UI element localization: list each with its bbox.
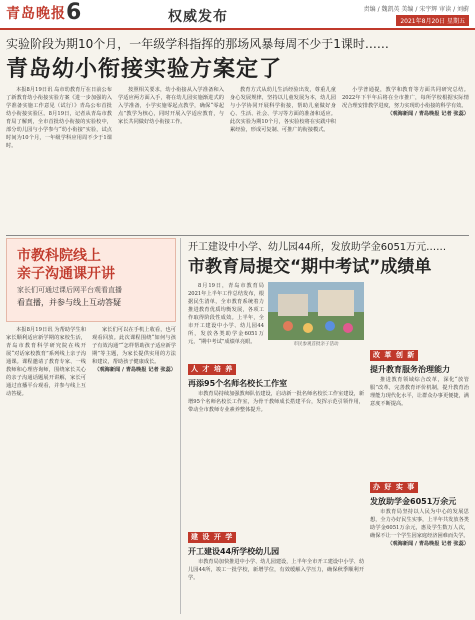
page-number: 6	[66, 0, 82, 25]
lead-column-4	[342, 86, 469, 234]
lead-column-1	[6, 86, 112, 234]
tag-talent: 人 才 培 养	[188, 364, 236, 375]
sidebar-col-right-text: 家长们可以在手机上收看，也可观看回放。此次课程围绕“如何与孩子有效沟通”“怎样帮助孩子适应新学期”等主题，为家长提供实用的方法和建议，帮助孩子健康成长。	[92, 327, 176, 365]
body-service-text: 市教育局坚持以人民为中心的发展思想，全力办好民生实事，上半年共发放各类助学金6051万余元，惠及学生数万人次，确保不让一个学生因家庭经济困难而失学。	[370, 509, 469, 539]
sidebar-byline: （观海新闻 / 青岛晚报 记者 张蕊）	[94, 367, 176, 373]
sidebar-box	[6, 238, 176, 322]
second-headline: 市教育局提交“期中考试”成绩单	[188, 257, 432, 277]
column-rule	[180, 238, 181, 614]
body-construction-text: 市教育局加快推进中小学、幼儿园建设，上半年全市开工建设中小学、幼儿园44所，竣工一批学校，新增学位，有效缓解入学压力，确保秋季顺利开学。	[188, 559, 364, 581]
sidebar-subtitle: 家长们可通过课后网平台观看直播	[17, 286, 122, 294]
photo-caption: 市民参观首批亲子活动	[293, 342, 339, 347]
second-intro-text: 8月19日，青岛市教育局2021年上半年工作总结发布，根据民生清单，全市教育系统着力推进教育优质均衡发展，各项工作取得阶段性成效。上半年，全市开工建设中小学、幼儿园44所，发放各类助学金6051万元，“期中考试”成绩单亮眼。	[188, 283, 264, 345]
lead-col3-text: 教育方式从幼儿生活经验出发，尊重儿童身心发展规律，坚持以儿童发展为本，幼儿园与小学协同开展科学衔接，帮助儿童做好身心、生活、社会、学习等方面的准备和适应。此次实验为期10个月，各实验校将在实践中积累经验，形成可复制、可推广的衔接模式。	[230, 87, 336, 133]
lead-col4-text: 小学普通提，教学和教育等方面共同研究总结。2022年下半年后将在全市推广，每所学校根据实际情况合理安排教学进度，努力实现幼小衔接的科学有效。	[342, 87, 469, 109]
subhead-talent: 再添95个名师名校长工作室	[188, 379, 288, 388]
tag-service: 办 好 实 事	[370, 482, 418, 493]
body-talent	[188, 390, 364, 478]
subhead-construction: 开工建设44所学校幼儿园	[188, 547, 280, 556]
sidebar-title-1: 市教科院线上	[17, 248, 101, 264]
sidebar-column-left	[6, 326, 86, 614]
sidebar-column-right	[92, 326, 176, 614]
second-kicker: 开工建设中小学、幼儿园44所，发放助学金6051万元……	[188, 242, 447, 253]
body-service	[370, 508, 469, 614]
tag-reform: 改 革 创 新	[370, 350, 418, 361]
lead-headline: 青岛幼小衔接实验方案定了	[6, 57, 283, 82]
subhead-reform: 提升教育服务治理能力	[370, 365, 450, 374]
sidebar-col-left-text: 本报8月19日讯 为帮助学生和家长顺利适应新学期的家校生活，青岛市教育科学研究院在线开展“对话家校教育”系列线上亲子沟通课。课程邀请了教育专家、一线教师和心理咨询师，围绕家长关心的亲子沟通话题展开讲解，家长可通过直播平台观看，并参与线上互动答疑。	[6, 327, 86, 397]
body-talent-text: 市教育局持续加强教师队伍建设，启动新一批名师名校长工作室建设，新增95个名师名校长工作室，为骨干教师成长搭建平台，发挥示范引领作用，带动全市教师专业素养整体提升。	[188, 391, 364, 413]
subhead-service: 发放助学金6051万余元	[370, 497, 457, 506]
second-intro	[188, 282, 264, 360]
lead-divider	[6, 235, 469, 236]
lead-column-2	[118, 86, 224, 234]
tag-construction: 建 设 开 学	[188, 532, 236, 543]
body-reform-text: 推进教育领域综合改革，深化“放管服”改革，完善教育评价机制，提升教育治理能力现代化水平，让群众办事更便捷，满意度不断提高。	[370, 377, 469, 407]
lead-byline: （观海新闻 / 青岛晚报 记者 张蕊）	[387, 111, 469, 117]
lead-col2-text: 按照相关要求，幼小衔接从入学准备和入学适应两方面入手，将在幼儿园实施渐进式的入学准备，小学实施零起点教学，确保“零起点”教学为核心，同时开展入学适应教育，与家长共同做好幼小衔接工作。	[118, 87, 224, 125]
second-byline: （观海新闻 / 青岛晚报 记者 张蕊）	[387, 541, 469, 547]
news-photo-image	[268, 282, 364, 340]
editors-line: 责编 / 魏凯英 美编 / 宋宇辉 审读 / 刘蔚	[363, 6, 469, 13]
lead-col1-text: 本报8月19日讯 岛市幼教育厅在日前公布了新教育幼小衔接实验方案《进一步加强的入学准备实施工作意见（试行）》青岛公布首批幼小衔接实验区。8月19日，记者从青岛市教育局了解到，全市首批幼小衔接的实验校中，部分幼儿园与小学参与“幼小衔接”实验，试点时间为10个月，一年级学科应用周不少于1课时。	[6, 87, 112, 149]
masthead-logo: 青岛晚报	[6, 6, 66, 22]
issue-date: 2021年8月20日 星期五	[396, 15, 469, 26]
sidebar-line-4: 看直播，并参与线上互动答疑	[17, 298, 121, 307]
body-reform	[370, 376, 469, 476]
news-photo	[268, 282, 364, 340]
masthead	[0, 0, 475, 30]
lead-column-3	[230, 86, 336, 234]
body-construction	[188, 558, 364, 614]
sidebar-title-2: 亲子沟通课开讲	[17, 266, 115, 282]
lead-kicker: 实验阶段为期10个月，一年级学科指挥的那场风暴每周不少于1课时……	[6, 37, 389, 51]
section-title: 权威发布	[168, 9, 228, 25]
